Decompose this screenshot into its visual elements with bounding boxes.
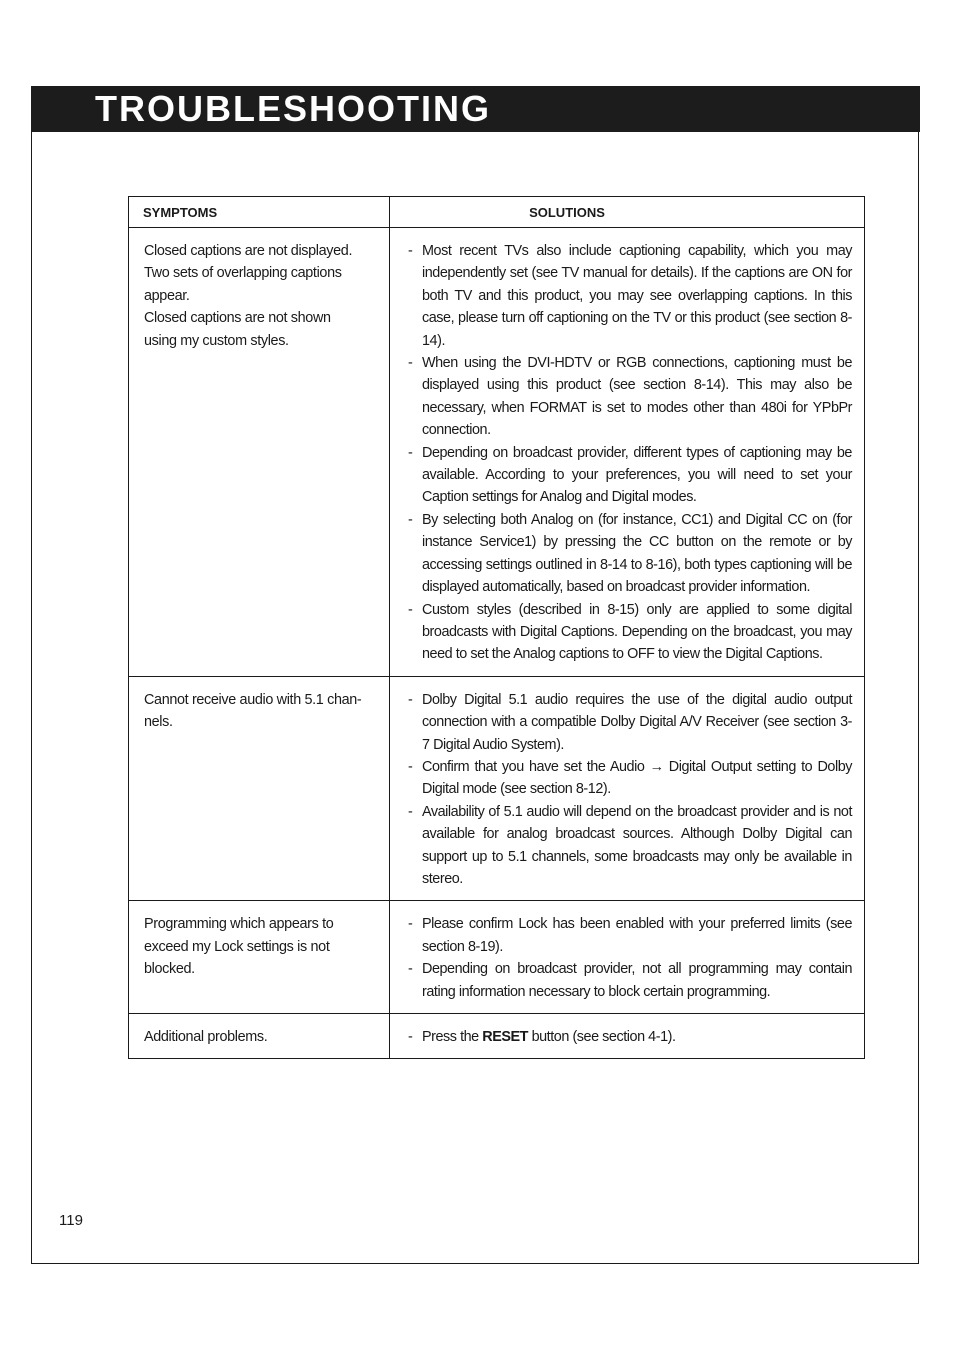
table-row <box>129 676 865 901</box>
solution-list <box>406 913 852 1003</box>
symptom-line: Closed captions are not shown <box>144 310 331 327</box>
solution-list <box>406 689 852 891</box>
solution-list <box>406 240 852 666</box>
table-row <box>129 901 865 1014</box>
symptom-line: blocked. <box>144 961 195 978</box>
solution-item: - Custom styles (described in 8-15) only are applied to some digital broadcasts with Digital Captions. Depending on the broadcast, you may need to set the Analog captions to OFF to view the Digital Captions. <box>406 599 852 666</box>
solution-cell <box>390 676 865 901</box>
table-row <box>129 228 865 677</box>
symptoms-header: SYMPTOMS <box>129 197 390 228</box>
page-title: TROUBLESHOOTING <box>95 88 491 129</box>
solution-item: - Dolby Digital 5.1 audio requires the use of the digital audio output connection with a compatible Dolby Digital A/V Receiver (see section 3-7 Digital Audio System). <box>406 689 852 756</box>
solution-cell <box>390 901 865 1014</box>
table-row <box>129 1014 865 1059</box>
symptom-line: exceed my Lock settings is not <box>144 938 330 955</box>
symptom-line: Additional problems. <box>144 1029 268 1045</box>
title-bar <box>31 86 920 132</box>
solution-text-after: button (see section 4-1). <box>528 1029 676 1045</box>
symptom-cell <box>129 901 390 1014</box>
symptom-line: Two sets of overlapping captions <box>144 265 342 282</box>
symptom-line: using my custom styles. <box>144 332 289 349</box>
solution-item <box>406 1026 852 1048</box>
solution-item: - Confirm that you have set the Audio → Digital Output setting to Dolby Digital mode (see section 8-12). <box>406 756 852 801</box>
solution-item: - Depending on broadcast provider, not all programming may contain rating information necessary to block certain programming. <box>406 958 852 1003</box>
solution-item: - Depending on broadcast provider, different types of captioning may be available. According to your preferences, you will need to set your Caption settings for Analog and Digital modes. <box>406 442 852 509</box>
solution-item: - Most recent TVs also include captioning capability, which you may independently set (see TV manual for details). If the captions are ON for both TV and this product, you may see overlapping captions. In this case, please turn off captioning on the TV or this product (see section 8-14). <box>406 240 852 352</box>
symptom-line: Programming which appears to <box>144 916 334 933</box>
solution-item: - By selecting both Analog on (for instance, CC1) and Digital CC on (for instance Service1) by pressing the CC button on the remote or by accessing settings outlined in 8-14 to 8-16), both types captioning will be displayed automatically, based on broadcast provider information. <box>406 509 852 599</box>
symptom-cell <box>129 1014 390 1059</box>
symptom-line: nels. <box>144 714 173 731</box>
troubleshooting-table <box>128 196 865 1059</box>
solution-item: - When using the DVI-HDTV or RGB connections, captioning must be displayed using this product (see section 8-14). This may also be necessary, when FORMAT is set to modes other than 480i for YPbPr connection. <box>406 352 852 442</box>
solution-cell <box>390 228 865 677</box>
symptom-cell <box>129 228 390 677</box>
solutions-header-label: SOLUTIONS <box>529 204 605 220</box>
symptom-line: Cannot receive audio with 5.1 chan- <box>144 691 362 708</box>
solution-cell <box>390 1014 865 1059</box>
symptom-line: Closed captions are not displayed. <box>144 243 353 259</box>
solution-list <box>406 1026 852 1048</box>
solution-item: - Please confirm Lock has been enabled with your preferred limits (see section 8-19). <box>406 913 852 958</box>
reset-keyword: RESET <box>482 1029 529 1045</box>
table-header-row <box>129 197 865 228</box>
page-number: 119 <box>59 1212 83 1229</box>
solution-text-before: Press the <box>422 1029 483 1045</box>
symptom-cell <box>129 676 390 901</box>
solutions-header <box>390 197 865 228</box>
symptom-line: appear. <box>144 287 190 304</box>
solution-item: - Availability of 5.1 audio will depend on the broadcast provider and is not available for analog broadcast sources. Although Dolby Digital can support up to 5.1 channels, some broadcasts may only be available in stereo. <box>406 801 852 891</box>
